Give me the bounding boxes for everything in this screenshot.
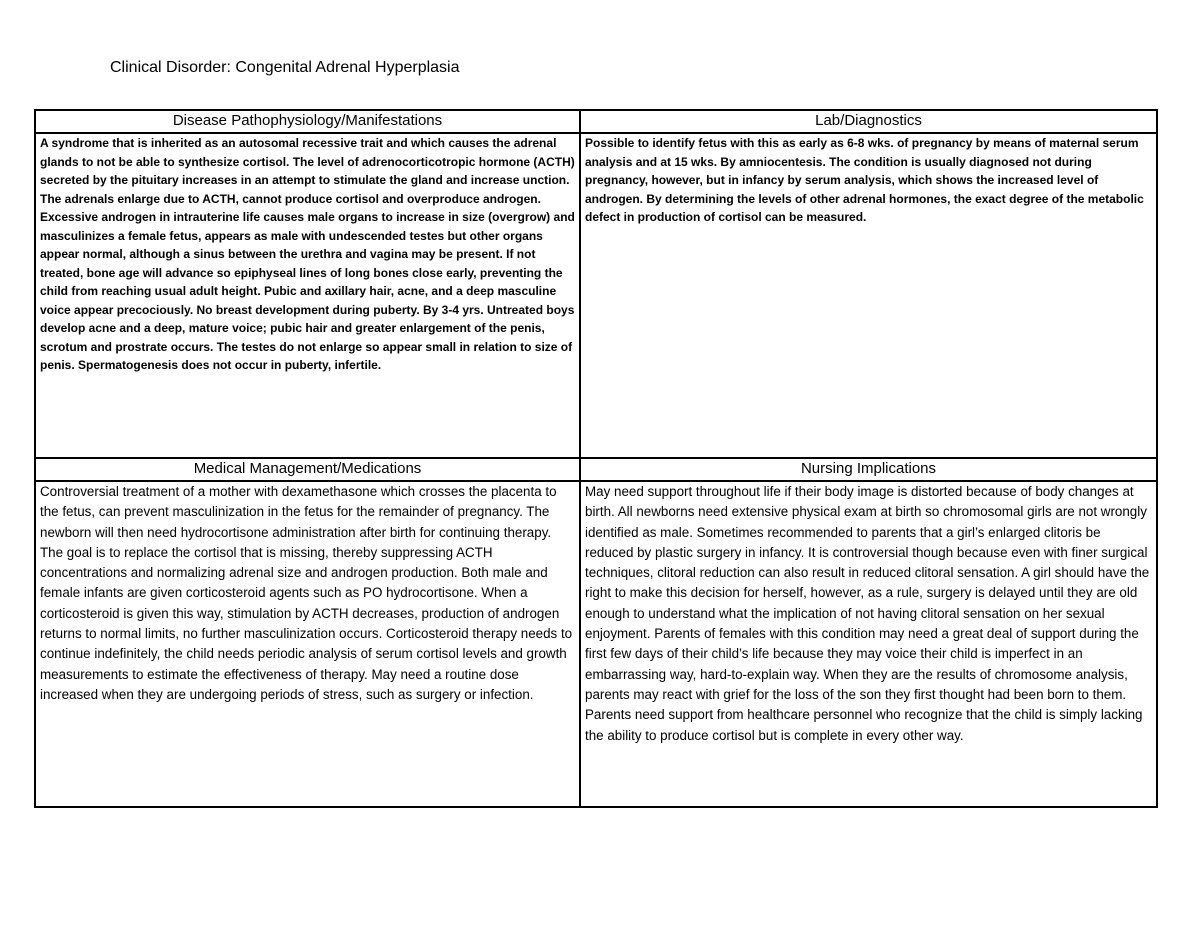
care-plan-table: [34, 109, 1158, 808]
pathophysiology-heading: Disease Pathophysiology/Manifestations: [35, 110, 580, 133]
nursing-implications-heading: Nursing Implications: [580, 458, 1157, 481]
content-row-top: [35, 133, 1157, 458]
pathophysiology-text: A syndrome that is inherited as an autosomal recessive trait and which causes the adrenal glands to not be able to synthesize cortisol. The level of adrenocorticotropic hormone (ACTH) secreted by the pituitary increases in an attempt to stimulate the gland and increase unction. The adrenals enlarge due to ACTH, cannot produce cortisol and overproduce androgen. Excessive androgen in intrauterine life causes male organs to increase in size (overgrow) and masculinizes a female fetus, appears as male with undescended testes but other organs appear normal, although a sinus between the urethra and vagina may be present. If not treated, bone age will advance so epiphyseal lines of long bones close early, preventing the child from reaching usual adult height. Pubic and axillary hair, acne, and a deep masculine voice appear precociously. No breast development during puberty. By 3-4 yrs. Untreated boys develop acne and a deep, mature voice; pubic hair and greater enlargement of the penis, scrotum and prostrate occurs. The testes do not enlarge so appear small in relation to size of penis. Spermatogenesis does not occur in puberty, infertile.: [35, 133, 580, 458]
header-row-top: [35, 110, 1157, 133]
lab-diagnostics-text: Possible to identify fetus with this as early as 6-8 wks. of pregnancy by means of maternal serum analysis and at 15 wks. By amniocentesis. The condition is usually diagnosed not during pregnancy, however, but in infancy by serum analysis, which shows the increased level of androgen. By determining the levels of other adrenal hormones, the exact degree of the metabolic defect in production of cortisol can be measured.: [580, 133, 1157, 458]
content-row-bottom: [35, 481, 1157, 807]
nursing-implications-text: May need support throughout life if their body image is distorted because of body changes at birth. All newborns need extensive physical exam at birth so chromosomal girls are not wrongly identified as male. Sometimes recommended to parents that a girl’s enlarged clitoris be reduced by plastic surgery in infancy. It is controversial though because even with finer surgical techniques, clitoral reduction can also result in reduced clitoral sensation. A girl should have the right to make this decision for herself, however, as a rule, surgery is delayed until they are old enough to understand what the implication of not having clitoral sensation on her sexual enjoyment. Parents of females with this condition may need a great deal of support during the first few days of their child’s life because they may voice their child is imperfect in an embarrassing way, hard-to-explain way. When they are the results of chromosome analysis, parents may react with grief for the loss of the son they first thought had been born to them. Parents need support from healthcare personnel who recognize that the child is simply lacking the ability to produce cortisol but is complete in every other way.: [580, 481, 1157, 807]
medical-management-text: Controversial treatment of a mother with dexamethasone which crosses the placenta to the fetus, can prevent masculinization in the fetus for the remainder of pregnancy. The newborn will then need hydrocortisone administration after birth for continuing therapy. The goal is to replace the cortisol that is missing, thereby suppressing ACTH concentrations and normalizing adrenal size and androgen production. Both male and female infants are given corticosteroid agents such as PO hydrocortisone. When a corticosteroid is given this way, stimulation by ACTH decreases, production of androgen returns to normal limits, no further masculinization occurs. Corticosteroid therapy needs to continue indefinitely, the child needs periodic analysis of serum cortisol levels and growth measurements to estimate the effectiveness of therapy. May need a routine dose increased when they are undergoing periods of stress, such as surgery or infection.: [35, 481, 580, 807]
medical-management-heading: Medical Management/Medications: [35, 458, 580, 481]
lab-diagnostics-heading: Lab/Diagnostics: [580, 110, 1157, 133]
header-row-bottom: [35, 458, 1157, 481]
document-title: Clinical Disorder: Congenital Adrenal Hyperplasia: [110, 59, 460, 76]
